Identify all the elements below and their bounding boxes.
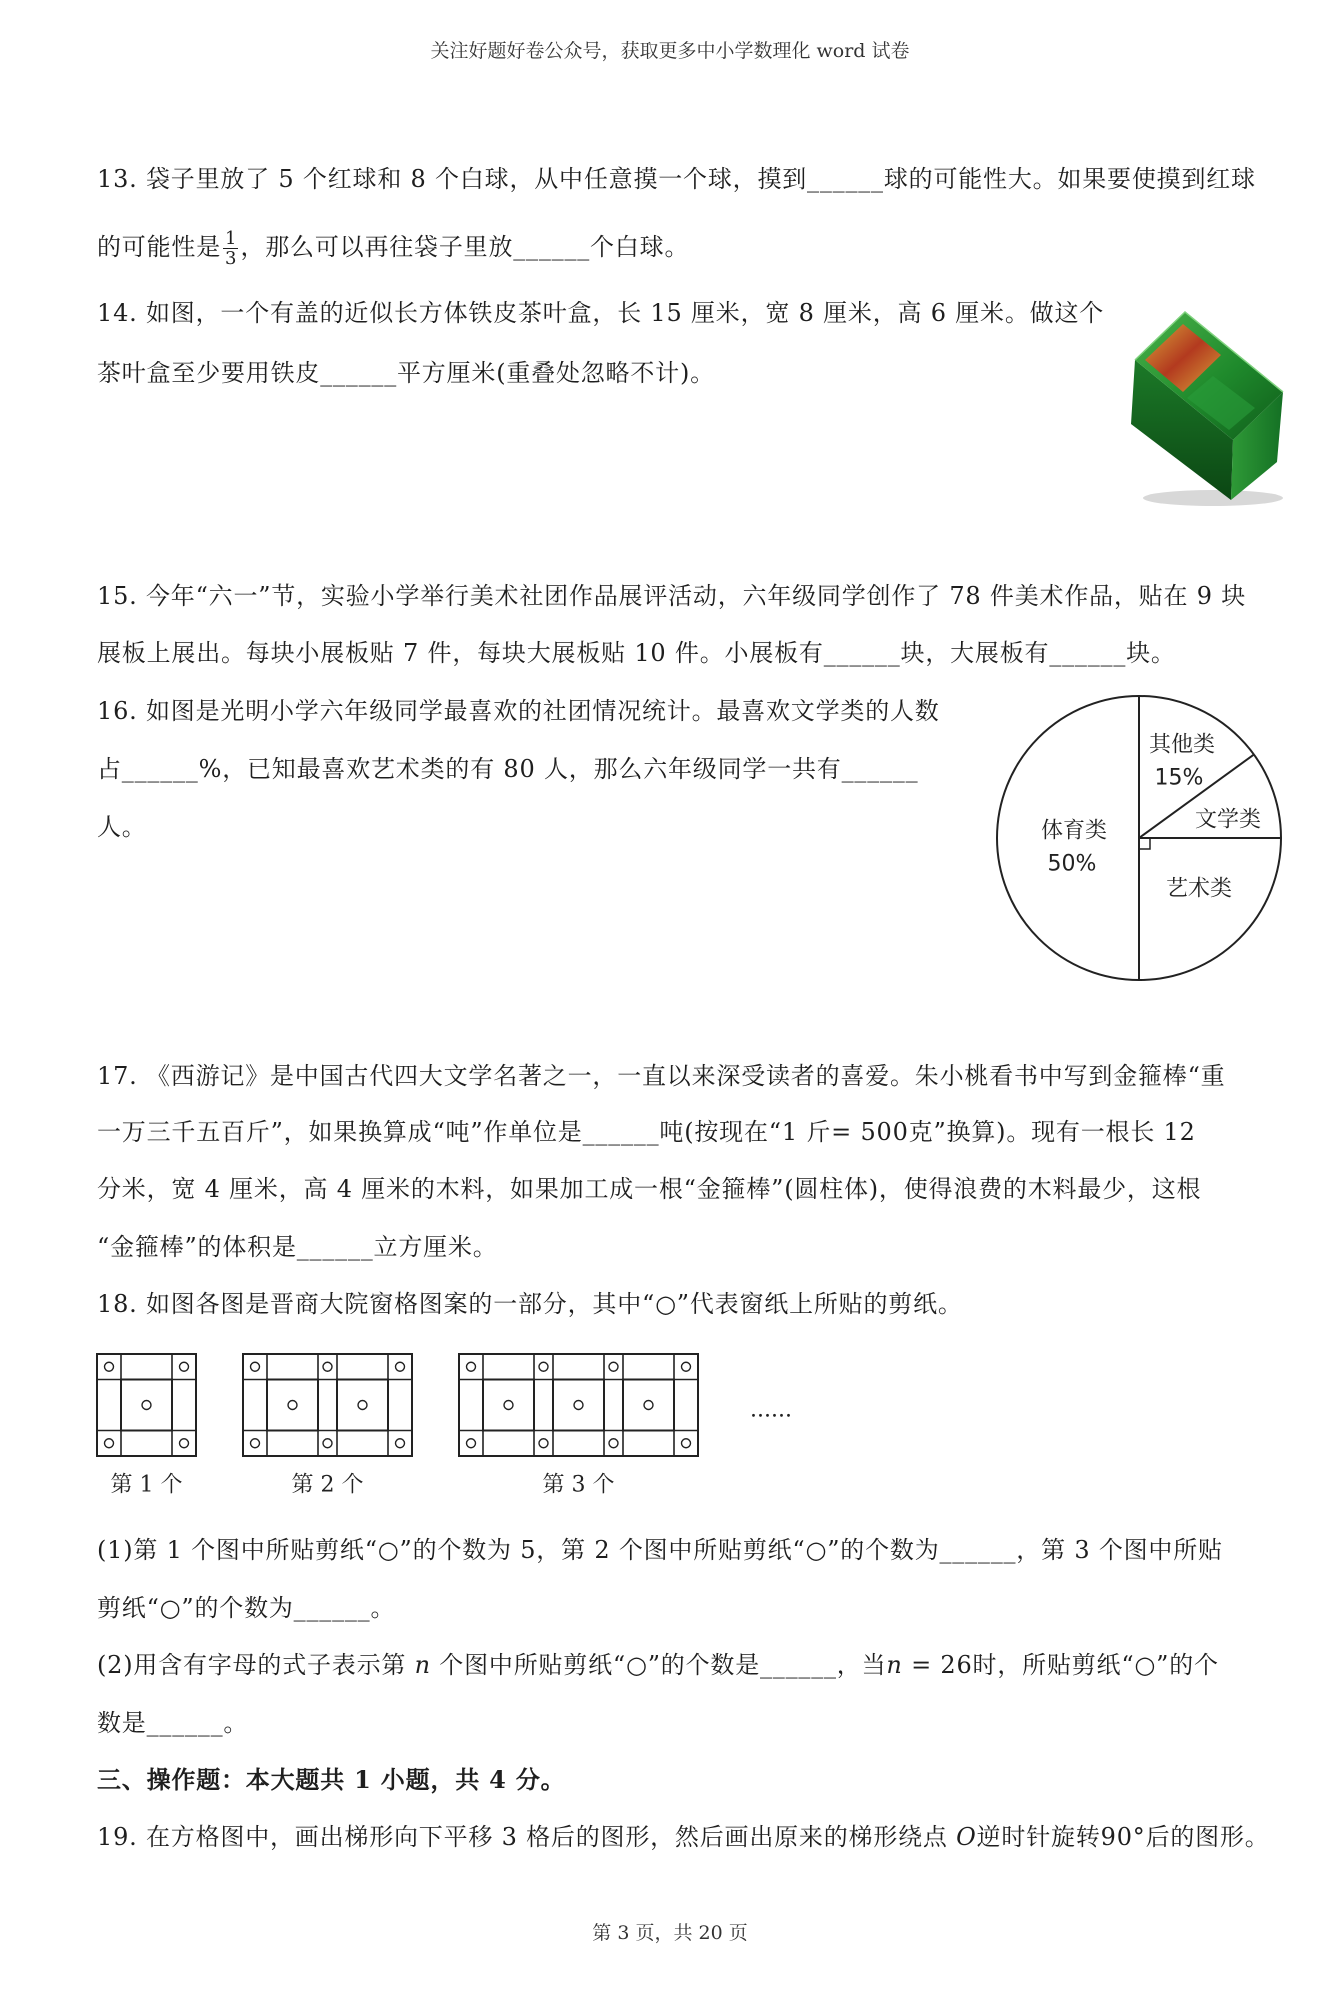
paper-cut-circle (644, 1401, 653, 1410)
question-18-stem: 18. 如图各图是晋商大院窗格图案的一部分，其中“○”代表窗纸上所贴的剪纸。 (97, 1290, 963, 1318)
figure-label-2: 第 2 个 (291, 1472, 364, 1498)
pie-slice-3 (1139, 838, 1281, 980)
question-19-line-1: 19. 在方格图中，画出梯形向下平移 3 格后的图形，然后画出原来的梯形绕点 𝑂逆时针旋转90°后的图形。 (97, 1823, 1270, 1851)
paper-cut-circle (609, 1439, 618, 1448)
window-lattice-figures (96, 1352, 816, 1502)
window-lattice-shapes (97, 1354, 698, 1456)
question-16-line-3: 人。 (97, 813, 147, 841)
paper-cut-circle (467, 1439, 476, 1448)
question-17-line-1: 17. 《西游记》是中国古代四大文学名著之一，一直以来深受读者的喜爱。朱小桃看书中写到金箍棒“重 (97, 1062, 1226, 1090)
paper-cut-circle (288, 1401, 297, 1410)
figure-label-1: 第 1 个 (110, 1472, 183, 1498)
question-14-line-1: 14. 如图，一个有盖的近似长方体铁皮茶叶盒，长 15 厘米，宽 8 厘米，高 6 厘米。做这个 (97, 299, 1105, 327)
paper-cut-circle (609, 1362, 618, 1371)
paper-cut-circle (251, 1439, 260, 1448)
question-13-line-2 (97, 229, 689, 268)
paper-cut-circle (358, 1401, 367, 1410)
question-13-text-after-fraction: ，那么可以再往袋子里放______个白球。 (240, 233, 690, 261)
paper-cut-circle (467, 1362, 476, 1371)
paper-cut-circle (682, 1362, 691, 1371)
pie-label-sports: 体育类 (1040, 818, 1108, 844)
paper-cut-circle (251, 1362, 260, 1371)
pie-label-art: 艺术类 (1165, 876, 1233, 902)
paper-cut-circle (682, 1439, 691, 1448)
paper-cut-circle (539, 1439, 548, 1448)
question-18-part-1-line-1: (1)第 1 个图中所贴剪纸“○”的个数为 5，第 2 个图中所贴剪纸“○”的个数为______，第 3 个图中所贴 (97, 1536, 1223, 1564)
page-number: 第 3 页，共 20 页 (592, 1922, 748, 1944)
paper-cut-circle (396, 1362, 405, 1371)
tea-box-shadow (1143, 490, 1283, 506)
question-18-part-2-line-2: 数是______。 (97, 1709, 249, 1737)
pie-value-other: 15% (1154, 765, 1204, 791)
question-18-part-2-line-1: (2)用含有字母的式子表示第 𝑛 个图中所贴剪纸“○”的个数是______，当𝑛 = 26时，所贴剪纸“○”的个 (97, 1651, 1219, 1679)
question-17-line-2: 一万三千五百斤”，如果换算成“吨”作单位是______吨(按现在“1 斤= 500克”换算)。现有一根长 12 (97, 1118, 1196, 1146)
paper-cut-circle (504, 1401, 513, 1410)
window-figure-2 (243, 1354, 412, 1456)
paper-cut-circle (105, 1439, 114, 1448)
fraction-numerator: 1 (225, 228, 237, 249)
question-13-text-before-fraction: 的可能性是 (97, 233, 221, 261)
paper-cut-circle (142, 1401, 151, 1410)
pie-label-other: 其他类 (1148, 732, 1216, 758)
club-preference-pie-chart (989, 688, 1289, 988)
section-3-heading: 三、操作题：本大题共 1 小题，共 4 分。 (97, 1765, 566, 1794)
question-18-part-1-line-2: 剪纸“○”的个数为______。 (97, 1594, 396, 1622)
paper-cut-circle (539, 1362, 548, 1371)
paper-cut-circle (323, 1362, 332, 1371)
fraction-denominator: 3 (225, 248, 237, 269)
question-15-line-2: 展板上展出。每块小展板贴 7 件，每块大展板贴 10 件。小展板有______块，大展板有______块。 (97, 639, 1176, 667)
paper-cut-circle (574, 1401, 583, 1410)
pie-label-literature: 文学类 (1194, 807, 1262, 833)
question-17-line-3: 分米，宽 4 厘米，高 4 厘米的木料，如果加工成一根“金箍棒”(圆柱体)，使得浪费的木料最少，这根 (97, 1175, 1202, 1203)
paper-cut-circle (180, 1362, 189, 1371)
figure-ellipsis: ...... (750, 1397, 792, 1423)
page-header: 关注好题好卷公众号，获取更多中小学数理化 word 试卷 (430, 40, 910, 62)
window-figure-1 (97, 1354, 196, 1456)
question-13-line-1: 13. 袋子里放了 5 个红球和 8 个白球，从中任意摸一个球，摸到______球的可能性大。如果要使摸到红球 (97, 165, 1256, 193)
pie-value-sports: 50% (1047, 851, 1097, 877)
question-17-line-4: “金箍棒”的体积是______立方厘米。 (97, 1233, 498, 1261)
fraction-one-third (223, 229, 238, 268)
paper-cut-circle (396, 1439, 405, 1448)
window-figure-3 (459, 1354, 698, 1456)
paper-cut-circle (323, 1439, 332, 1448)
tea-box-image (1125, 300, 1290, 510)
question-16-line-2: 占______%，已知最喜欢艺术类的有 80 人，那么六年级同学一共有______ (97, 755, 919, 783)
figure-label-3: 第 3 个 (542, 1472, 615, 1498)
question-16-line-1: 16. 如图是光明小学六年级同学最喜欢的社团情况统计。最喜欢文学类的人数 (97, 697, 940, 725)
paper-cut-circle (180, 1439, 189, 1448)
question-14-line-2: 茶叶盒至少要用铁皮______平方厘米(重叠处忽略不计)。 (97, 359, 715, 387)
paper-cut-circle (105, 1362, 114, 1371)
question-15-line-1: 15. 今年“六一”节，实验小学举行美术社团作品展评活动，六年级同学创作了 78 件美术作品，贴在 9 块 (97, 582, 1247, 610)
